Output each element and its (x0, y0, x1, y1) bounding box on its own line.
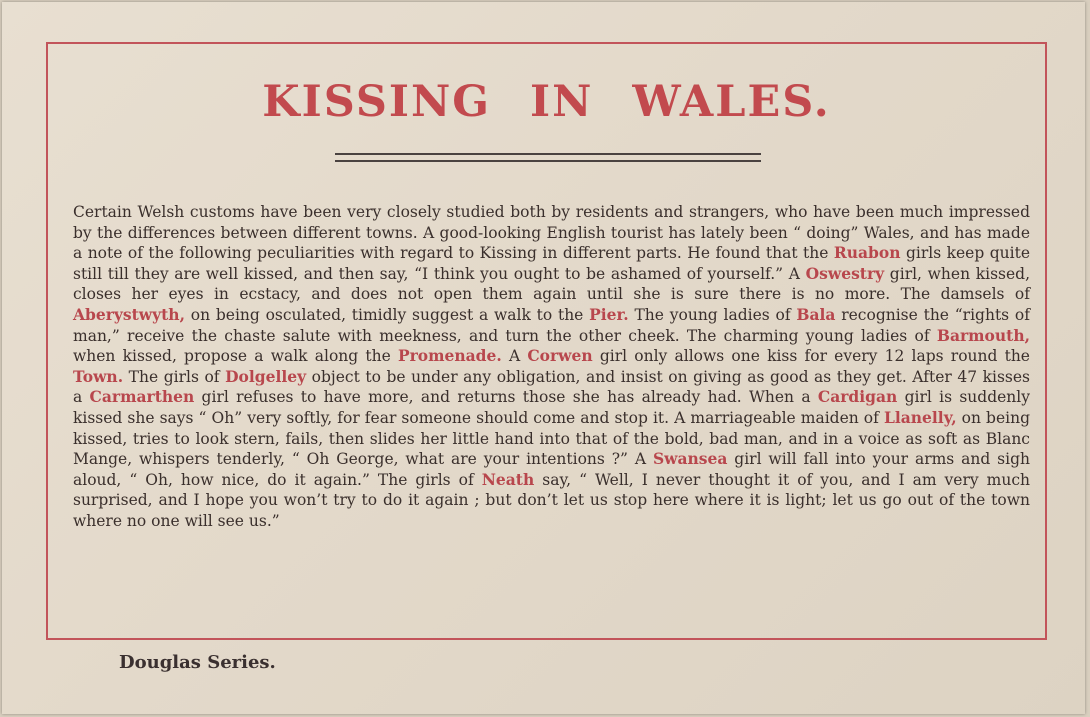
place-name: Oswestry (805, 263, 885, 283)
text-run: A (501, 347, 528, 366)
text-run: when kissed, propose a walk along the (73, 347, 398, 366)
red-border-frame (46, 42, 1047, 640)
text-run: girl will fall into your arms and sigh aloud, “ Oh, how nice, do it again.” The girls of (73, 450, 1030, 489)
place-name: Neath (481, 469, 535, 489)
place-name: Bala (796, 304, 836, 324)
place-name: Dolgelley (225, 366, 307, 386)
place-name: Corwen (527, 346, 593, 366)
text-run: girl, when kissed, closes her eyes in ecstacy, and does not open them again until she is sure there is no more. The damsels of (73, 264, 1031, 304)
place-name: Barmouth, (936, 325, 1030, 345)
text-run: girls keep quite still till they are well kissed, and then say, “I think you ought to be ashamed of yourself.” A (73, 244, 1031, 283)
place-name: Aberystwyth, (73, 304, 185, 324)
text-run: girl refuses to have more, and returns those she has already had. When a (194, 388, 818, 407)
text-run: girl only allows one kiss for every 12 laps round the (592, 347, 1030, 366)
text-run: recognise the “rights of man,” receive the chaste salute with meekness, and turn the other cheek. The charming young ladies of (73, 305, 1030, 345)
place-name: Ruabon (833, 243, 901, 263)
text-run: object to be under any obligation, and insist on giving as good as they get. After 47 kisses a (73, 367, 1030, 407)
card-title: KISSING IN WALES. (262, 77, 831, 127)
place-name: Carmarthen (89, 387, 195, 407)
text-run: Certain Welsh customs have been very closely studied both by residents and strangers, who have been much impressed by the differences between different towns. A good-looking English tourist has lately been “ doing” Wales, and has made a note of the following peculiarities with regard to Kissing in different parts. He found that the (73, 203, 1030, 263)
postcard (2, 2, 1085, 714)
place-name: Swansea (652, 449, 728, 469)
text-run: The girls of (123, 367, 226, 386)
text-run: on being kissed, tries to look stern, fails, then slides her little hand into that of the bold, bad man, and in a voice as soft as Blanc Mange, whispers tenderly, “ Oh George, what are your intentions ?” A (73, 408, 1030, 469)
place-name: Town. (73, 366, 124, 386)
text-run: on being osculated, timidly suggest a walk to the (184, 305, 590, 324)
text-run: girl is suddenly kissed she says “ Oh” very softly, for fear someone should come and stop it. A marriageable maiden of (73, 388, 1030, 427)
place-name: Llanelly, (883, 407, 957, 427)
text-run: say, “ Well, I never thought it of you, and I am very much surprised, and I hope you won’t try to do it again ; but don’t let us stop here where it is light; let us go out of the town where no one will see us.” (73, 470, 1030, 530)
body-paragraph (73, 202, 1030, 532)
title-rule-top (335, 153, 761, 155)
publisher-series: Douglas Series. (119, 652, 276, 673)
text-run: The young ladies of (628, 305, 797, 324)
title-rule-bottom (335, 160, 761, 162)
place-name: Cardigan (817, 387, 898, 407)
place-name: Promenade. (397, 346, 502, 366)
place-name: Pier. (589, 304, 629, 324)
